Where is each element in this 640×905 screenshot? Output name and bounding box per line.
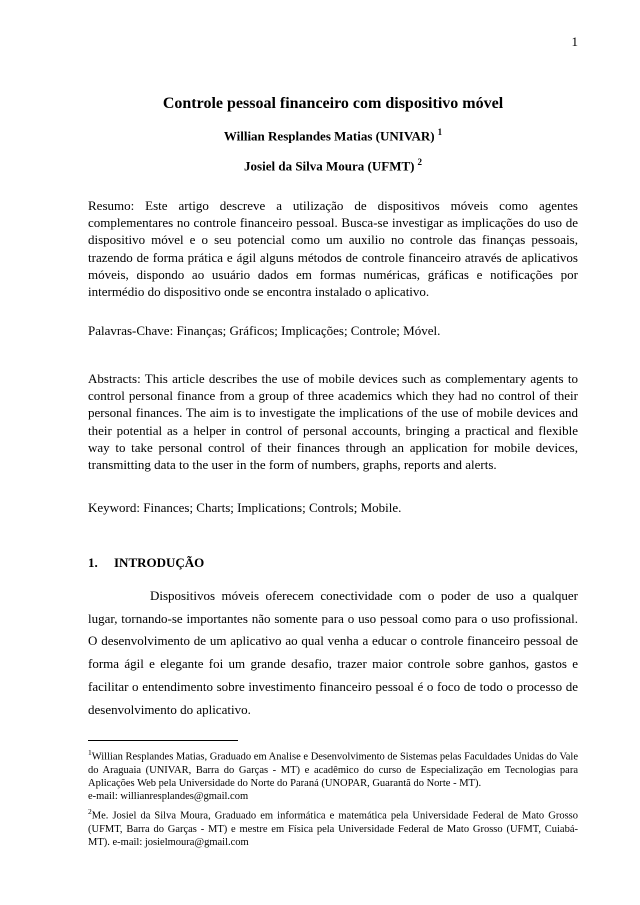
author-2-name: Josiel da Silva Moura (UFMT) xyxy=(244,158,415,174)
keywords-portuguese: Palavras-Chave: Finanças; Gráficos; Implicações; Controle; Móvel. xyxy=(88,323,441,339)
author-1-footnote-marker: 1 xyxy=(437,126,443,137)
footnote-1-email: e-mail: willianresplandes@gmail.com xyxy=(88,791,249,803)
footnotes-section xyxy=(88,740,578,849)
abstract-portuguese: Resumo: Este artigo descreve a utilização de dispositivos móveis como agentes complementares no controle financeiro pessoal. Busca-se investigar as implicações do uso de dispositivo móvel e o seu potencial como um auxilio no controle das finanças pessoais, trazendo de forma prática e ágil alguns métodos de controle financeiro através de aplicativos móveis, dispondo ao usuário dados em formas numéricas, gráficas e notificações por intermédio do dispositivo onde se encontra instalado o aplicativo. xyxy=(88,197,578,300)
section-1-number: 1. xyxy=(88,554,98,570)
footnote-2-marker: 2 xyxy=(88,806,92,816)
author-1-name: Willian Resplandes Matias (UNIVAR) xyxy=(223,127,435,143)
author-line-1 xyxy=(88,127,578,145)
abstract-english: Abstracts: This article describes the use of mobile devices such as complementary agents to control personal finance from a group of three academics which they had no control of their personal finances. The aim is to investigate the implications of the use of mobile devices and their potential as a helper in control of personal accounts, bringing a practical and flexible way to take personal control of their finances through an application for mobile devices, transmitting data to the user in the form of numbers, graphs, reports and alerts. xyxy=(88,370,578,473)
footnote-2-text: Me. Josiel da Silva Moura, Graduado em informática e matemática pela Universidade Federal de Mato Grosso (UFMT, Barra do Garças - MT) e mestre em Física pela Universidade Federal de Mato Grosso (UFMT, Cuiabá-MT). e-mail: josielmoura@gmail.com xyxy=(88,810,578,848)
footnote-1-marker: 1 xyxy=(88,748,92,757)
page-number: 1 xyxy=(571,34,578,49)
keywords-english: Keyword: Finances; Charts; Implications; Controls; Mobile. xyxy=(88,500,402,516)
paper-title: Controle pessoal financeiro com dispositivo móvel xyxy=(162,94,504,112)
footnote-1-text: Willian Resplandes Matias, Graduado em Analise e Desenvolvimento de Sistemas pelas Faculdades Unidas do Vale do Araguaia (UNIVAR, Barra do Garças - MT) e acadêmico do curso de Especialização em Tecnologias para Aplicações Web pela Universidade do Norte do Paraná (UNOPAR, Guarantã do Norte - MT). xyxy=(88,751,578,790)
section-1-heading xyxy=(88,555,578,571)
author-2-footnote-marker: 2 xyxy=(417,157,422,168)
footnote-2 xyxy=(88,807,578,849)
footnote-1 xyxy=(88,748,578,804)
section-1-label: INTRODUÇÃO xyxy=(114,554,205,570)
introduction-paragraph: Dispositivos móveis oferecem conectividade com o poder de uso a qualquer lugar, tornando-se importantes não somente para o uso pessoal como para o uso profissional. O desenvolvimento de um aplicativo ao qual venha a educar o controle financeiro pessoal de forma ágil e elegante foi um grande desafio, trazer maior controle sobre ganhos, gastos e facilitar o entendimento sobre investimento financeiro pessoal é o foco de todo o processo de desenvolvimento do aplicativo. xyxy=(88,587,578,717)
author-line-2 xyxy=(88,157,578,175)
footnote-separator-line xyxy=(88,740,238,741)
